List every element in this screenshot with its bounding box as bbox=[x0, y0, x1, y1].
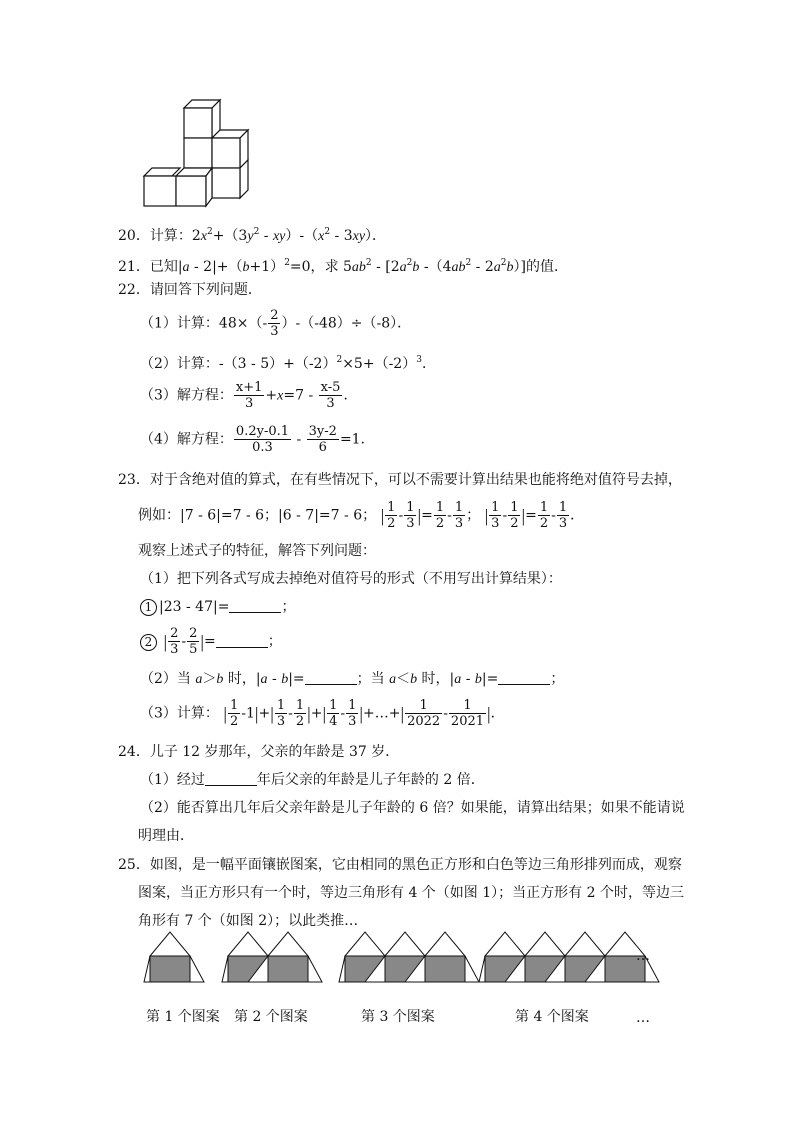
q25-line1: 如图，是一幅平面镶嵌图案，它由相同的黑色正方形和白色等边三角形排列而成，观察 bbox=[149, 857, 682, 873]
q23-part1-item1: 1 |23 - 47|= ； bbox=[140, 597, 295, 617]
q24-part2b bbox=[138, 826, 194, 846]
triangle-top bbox=[345, 932, 385, 956]
q24 bbox=[118, 742, 399, 762]
answer-blank[interactable] bbox=[229, 598, 281, 613]
q23-p2a: （2）当 bbox=[140, 671, 191, 687]
caption-pattern-3: 第 3 个图案 bbox=[361, 1009, 435, 1025]
q23-number: 23． bbox=[118, 472, 150, 488]
answer-blank[interactable] bbox=[305, 670, 357, 685]
answer-blank[interactable] bbox=[205, 771, 257, 786]
q24-number: 24． bbox=[118, 744, 150, 760]
q22-part3: （3）解方程： $\frac{x+1}{3}$ +x=7 - $\frac{x-5}{3}$ ． bbox=[140, 380, 358, 411]
square bbox=[425, 956, 465, 982]
triangle-top bbox=[268, 932, 308, 956]
q22-part4: （4）解方程： $\frac{0.2y-0.1}{0.3}$ - $\frac{3y-2}{6}$ =1． bbox=[140, 424, 375, 455]
q23-p3-label: （3）计算： bbox=[140, 705, 219, 722]
triangle-top bbox=[150, 932, 190, 956]
q22-title-text: 请回答下列问题． bbox=[149, 282, 262, 298]
q24-p1b: 年后父亲的年龄是儿子年龄的 2 倍． bbox=[256, 772, 485, 788]
triangle-left bbox=[144, 956, 150, 982]
square bbox=[150, 956, 190, 982]
triangle-right bbox=[465, 956, 479, 982]
q23-part1 bbox=[140, 569, 562, 589]
q22-p1-label: （1）计算： bbox=[140, 315, 219, 332]
triangle-top bbox=[385, 932, 425, 956]
triangle-top bbox=[525, 932, 565, 956]
q23-p2b: 时， bbox=[227, 671, 256, 687]
triangle-top bbox=[565, 932, 605, 956]
q25-line2: 图案，当正方形只有一个时，等边三角形有 4 个（如图 1）；当正方形有 2 个时，等边三 bbox=[138, 885, 684, 901]
circled-two: 2 bbox=[140, 634, 157, 651]
q20-label: 计算： bbox=[149, 228, 192, 244]
q24-p2b: 明理由． bbox=[138, 828, 194, 844]
q25-l1 bbox=[118, 855, 682, 875]
caption-pattern-4: 第 4 个图案 bbox=[515, 1009, 589, 1025]
triangle-left bbox=[339, 956, 345, 982]
q24-p2: （2）能否算出几年后父亲年龄是儿子年龄的 6 倍？如果能，请算出结果；如果不能请说 bbox=[140, 800, 685, 816]
q23-p2c: ；当 bbox=[356, 671, 385, 687]
q25-l3 bbox=[138, 911, 358, 931]
q23-p2b-2: 时， bbox=[421, 671, 450, 687]
tessellation-patterns bbox=[140, 930, 660, 992]
q23-part3: （3）计算： | $\frac{1}{2}$ -1|+| $\frac{1}{3}$ - $\frac{1}{2}$ |+| $\frac{1}{4}$ - $\frac{1}{3}$ |+…+| $\frac{1}{2022}$ - $\frac{1}{2021}$ |． bbox=[140, 698, 505, 729]
q21-number: 21． bbox=[118, 259, 150, 275]
square bbox=[268, 956, 308, 982]
q24-part2 bbox=[140, 798, 685, 818]
triangle-top bbox=[485, 932, 525, 956]
q22-p3-label: （3）解方程： bbox=[140, 387, 233, 404]
caption-ellipsis: … bbox=[636, 1010, 650, 1026]
q24-text: 儿子 12 岁那年，父亲的年龄是 37 岁． bbox=[149, 744, 400, 760]
triangle-right bbox=[190, 956, 204, 982]
q22-part2: （2）计算：$-(3 - 5)+(-2)^2\times 5+(-2)^3$． bbox=[140, 355, 436, 372]
caption-pattern-1: 第 1 个图案 bbox=[146, 1009, 220, 1025]
triangle-top bbox=[228, 932, 268, 956]
q25-number: 25． bbox=[118, 857, 150, 873]
q24-p1a: （1）经过 bbox=[140, 772, 205, 788]
q22-part1: （1）计算：48×（- $\frac{2}{3}$ ）-（-48）÷（-8）． bbox=[140, 308, 412, 339]
q23-example-prefix: 例如： bbox=[138, 507, 180, 524]
caption-pattern-2: 第 2 个图案 bbox=[234, 1009, 308, 1025]
q24-part1 bbox=[140, 770, 485, 790]
q25-l2 bbox=[138, 883, 684, 903]
q22-p2-label: （2）计算： bbox=[140, 356, 219, 372]
q23-observe-text: 观察上述式子的特征，解答下列问题： bbox=[138, 543, 376, 559]
q21-ask: 求 bbox=[324, 259, 339, 275]
q20-number: 20． bbox=[118, 228, 150, 244]
q23-p1-text: （1）把下列各式写成去掉绝对值符号的形式（不用写出计算结果）： bbox=[140, 571, 562, 587]
answer-blank[interactable] bbox=[498, 670, 550, 685]
q21: 21．已知$|a - 2|+(b+1)^2=0$，求 $5ab^2 - [2a^2b$ $-(4ab^2 - 2a^2b)$]的值． bbox=[118, 258, 568, 275]
cube-stack-figure bbox=[140, 96, 252, 208]
q21-text: 已知 bbox=[149, 259, 178, 275]
q25-line3: 角形有 7 个（如图 2）；以此类推… bbox=[138, 913, 359, 929]
pattern-ellipsis: … bbox=[636, 948, 650, 964]
triangle-top bbox=[425, 932, 465, 956]
q22-number: 22． bbox=[118, 282, 150, 298]
q20: 20．计算：$2x^2+(3y^2 - xy)-(x^2 - 3xy)$． bbox=[118, 227, 387, 244]
q23-part1-item2: 2 | $\frac{2}{3}$ - $\frac{2}{5}$ |= ； bbox=[140, 626, 282, 657]
q23-observe bbox=[138, 541, 376, 561]
triangle-right bbox=[308, 956, 322, 982]
q22-p4-label: （4）解方程： bbox=[140, 431, 233, 448]
q23-intro bbox=[118, 470, 682, 490]
q21-suffix: ]的值． bbox=[520, 259, 568, 275]
triangle-left bbox=[222, 956, 228, 982]
circled-one: 1 bbox=[140, 599, 157, 616]
q23-intro-text: 对于含绝对值的算式，在有些情况下，可以不需要计算出结果也能将绝对值符号去掉， bbox=[149, 472, 682, 488]
q23-part2: （2）当 a＞b 时，|a - b|= ；当 a＜b 时，|a - b|= ； bbox=[140, 671, 565, 687]
answer-blank[interactable] bbox=[216, 633, 268, 648]
q22-title bbox=[118, 280, 262, 300]
q23-example: 例如：|7 - 6|=7 - 6；|6 - 7|=7 - 6； | $\frac{1}{2}$ - $\frac{1}{3}$ |= $\frac{1}{2}$ - $\frac{1}{3}$ ； | $\frac{1}{3}$ - $\frac{1}{2}$ |= $\frac{1}{2}$ - $\frac{1}{3}$ ． bbox=[138, 500, 585, 531]
triangle-left bbox=[479, 956, 485, 982]
